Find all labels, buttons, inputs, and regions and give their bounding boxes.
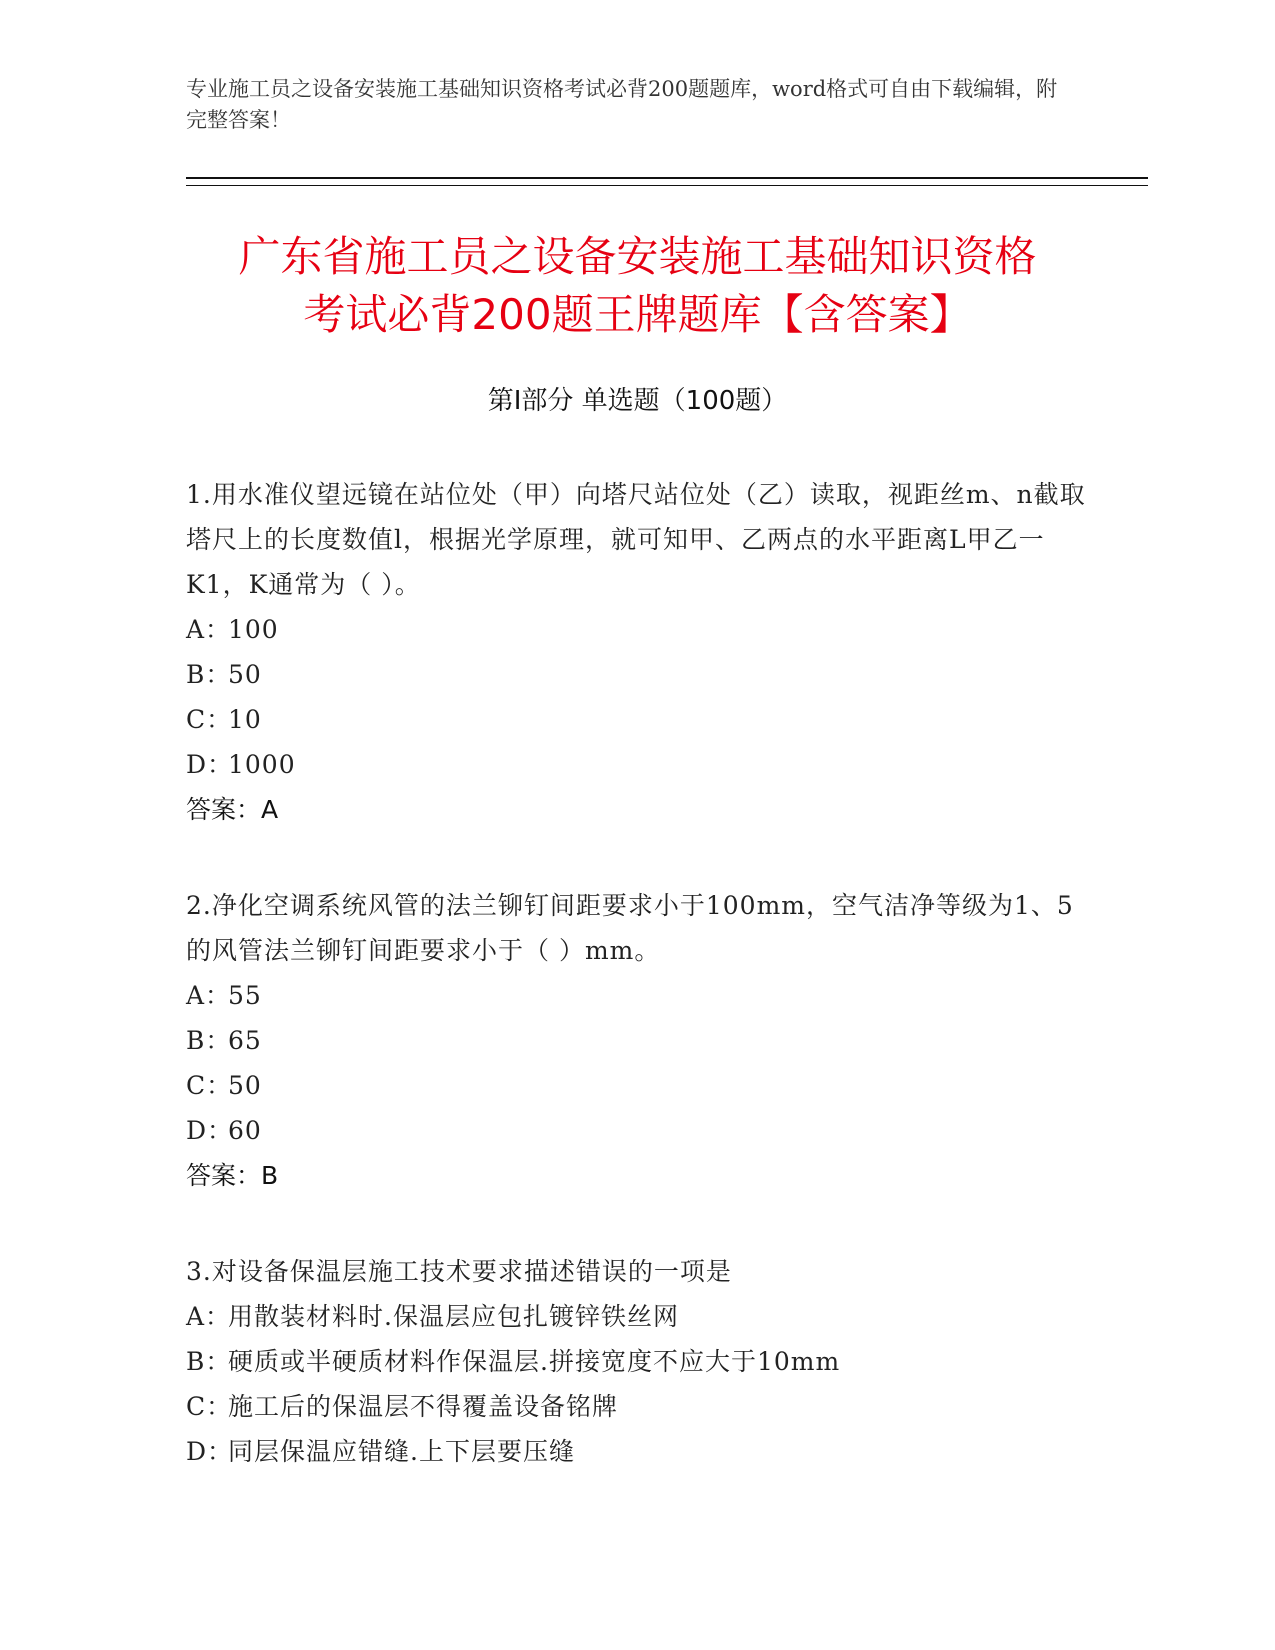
- option-d: [186, 1429, 1086, 1474]
- option-b: [186, 652, 1086, 697]
- option-b: [186, 1339, 1086, 1384]
- option-b: [186, 1018, 1086, 1063]
- option-text: 50: [228, 660, 262, 689]
- option-key: C：: [186, 1392, 233, 1421]
- option-key: A：: [186, 981, 232, 1010]
- header-note: 专业施工员之设备安装施工基础知识资格考试必背200题题库，word格式可自由下载编辑，附完整答案！: [186, 77, 1058, 132]
- option-text: 55: [228, 981, 262, 1010]
- option-text: 65: [228, 1026, 262, 1055]
- option-text: 60: [228, 1116, 262, 1145]
- option-key: B：: [186, 1347, 232, 1376]
- option-c: [186, 1063, 1086, 1108]
- option-text: 施工后的保温层不得覆盖设备铭牌: [228, 1392, 619, 1421]
- option-key: A：: [186, 615, 232, 644]
- option-d: [186, 1108, 1086, 1153]
- question-stem: 2.净化空调系统风管的法兰铆钉间距要求小于100mm，空气洁净等级为1、5的风管法兰铆钉间距要求小于（ ）mm。: [186, 891, 1074, 965]
- answer: 答案：B: [186, 1161, 279, 1190]
- option-a: [186, 607, 1086, 652]
- option-key: D：: [186, 1437, 234, 1466]
- question-stem: 1.用水准仪望远镜在站位处（甲）向塔尺站位处（乙）读取，视距丝m、n截取塔尺上的长度数值l，根据光学原理，就可知甲、乙两点的水平距离L甲乙一K1，K通常为（ ）。: [186, 480, 1086, 599]
- question-1: [186, 472, 1086, 832]
- document-title-line2: 考试必背200题王牌题库【含答案】: [303, 290, 972, 339]
- section-title: 第Ⅰ部分 单选题（100题）: [487, 386, 788, 416]
- option-a: [186, 973, 1086, 1018]
- option-text: 同层保温应错缝.上下层要压缝: [228, 1437, 575, 1466]
- option-text: 用散装材料时.保温层应包扎镀锌铁丝网: [228, 1302, 679, 1331]
- header-divider-thick: [186, 177, 1148, 179]
- option-d: [186, 742, 1086, 787]
- option-text: 100: [228, 615, 279, 644]
- question-stem: 3.对设备保温层施工技术要求描述错误的一项是: [186, 1257, 732, 1286]
- header-divider-thin: [186, 185, 1148, 186]
- option-c: [186, 1384, 1086, 1429]
- question-3: [186, 1249, 1086, 1474]
- answer: 答案：A: [186, 795, 279, 824]
- option-text: 1000: [228, 750, 296, 779]
- option-key: B：: [186, 660, 232, 689]
- question-2: [186, 883, 1086, 1198]
- option-key: D：: [186, 750, 234, 779]
- option-a: [186, 1294, 1086, 1339]
- option-key: C：: [186, 705, 233, 734]
- option-c: [186, 697, 1086, 742]
- option-text: 10: [228, 705, 262, 734]
- document-title-line1: 广东省施工员之设备安装施工基础知识资格: [238, 232, 1037, 281]
- option-key: B：: [186, 1026, 232, 1055]
- option-key: C：: [186, 1071, 233, 1100]
- option-key: D：: [186, 1116, 234, 1145]
- document-title: [170, 228, 1105, 344]
- option-text: 50: [228, 1071, 262, 1100]
- option-text: 硬质或半硬质材料作保温层.拼接宽度不应大于10mm: [228, 1347, 841, 1376]
- option-key: A：: [186, 1302, 232, 1331]
